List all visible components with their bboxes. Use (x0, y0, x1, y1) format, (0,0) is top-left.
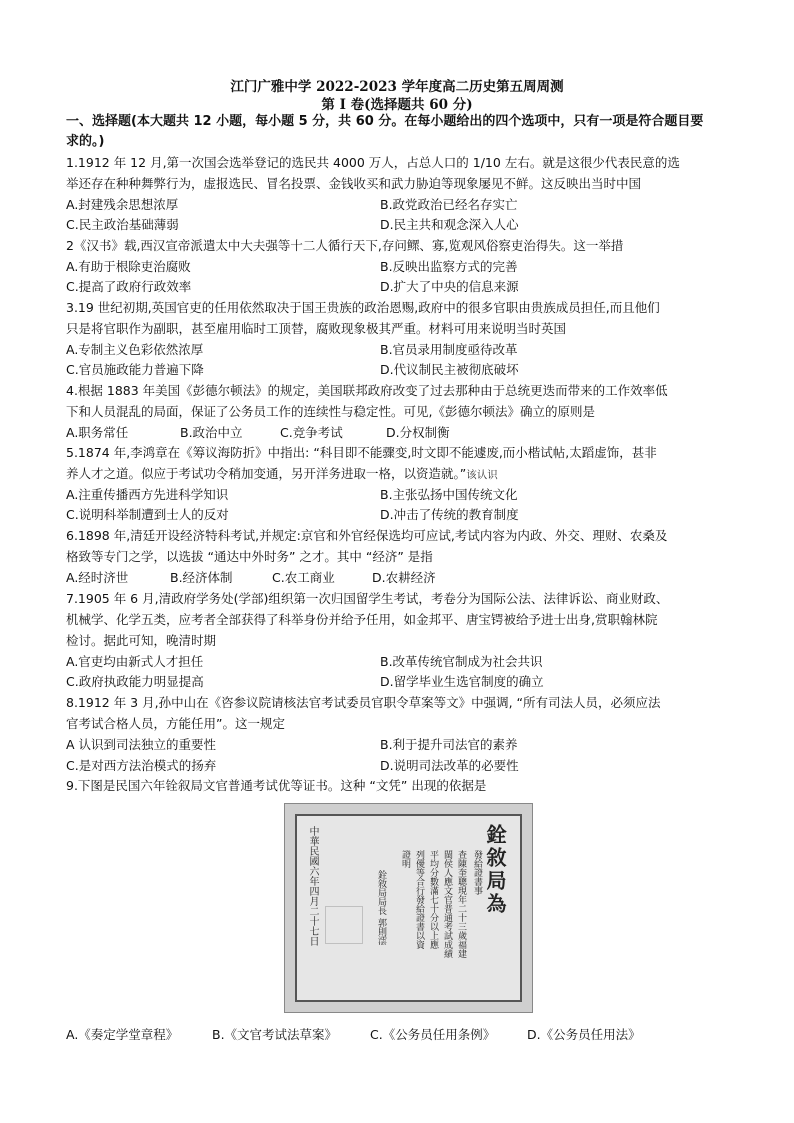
question-2-option-b: B.反映出监察方式的完善 (380, 259, 518, 274)
question-5-stem: 5.1874 年,李鸿章在《筹议海防折》中指出: “科目即不能骤变,时文即不能遽废,而小楷试帖,太蹈虚饰，甚非 (66, 445, 657, 460)
certificate-heading: 銓敘局為 (483, 824, 507, 916)
question-3-stem: 3.19 世纪初期,英国官吏的任用依然取决于国王贵族的政治恩赐,政府中的很多官职由贵族成员担任,而且他们 (66, 300, 660, 315)
question-4-option-b: B.政治中立 (180, 425, 243, 440)
question-2-stem: 2《汉书》载,西汉宣帝派遣太中大夫强等十二人循行天下,存问鳏、寡,览观风俗察吏治得失。这一举措 (66, 238, 624, 253)
question-8-option-a: A 认识到司法独立的重要性 (66, 737, 217, 752)
certificate-frame (295, 814, 522, 1002)
question-5-option-a: A.注重传播西方先进科学知识 (66, 487, 229, 502)
section-heading-cont: 求的。) (66, 134, 105, 149)
question-8-option-b: B.利于提升司法官的素养 (380, 737, 518, 752)
question-5-option-c: C.说明科举制遭到士人的反对 (66, 507, 229, 522)
certificate-body: 查陳奎聰現年二十三歲福建 (456, 850, 466, 958)
question-2-option-d: D.扩大了中央的信息来源 (380, 279, 519, 294)
question-1-stem: 1.1912 年 12 月,第一次国会选举登记的选民共 4000 万人，占总人口的 1/10 左右。就是这很少代表民意的选 (66, 155, 680, 170)
question-8-stem: 8.1912 年 3 月,孙中山在《咨参议院请核法官考试委员官职令草案等文》中强调, “所有司法人员，必须应法 (66, 695, 661, 710)
certificate-date: 中華民國六年四月二十七日 (307, 826, 318, 946)
question-1-option-d: D.民主共和观念深入人心 (380, 217, 519, 232)
question-7-stem: 机械学、化学五类，应考者全部获得了科举身份并给予任用，如金邦平、唐宝锷被给予进士出身,赏职翰林院 (66, 612, 658, 627)
exam-title: 江门广雅中学 2022-2023 学年度高二历史第五周周测 (230, 79, 564, 95)
question-6-option-b: B.经济体制 (170, 570, 233, 585)
question-5-stem-text: 养人才之道。似应于考试功令稍加变通，另开洋务进取一格，以资造就。” (66, 466, 467, 481)
question-8-option-d: D.说明司法改革的必要性 (380, 758, 519, 773)
exam-subtitle: 第 I 卷(选择题共 60 分) (321, 97, 473, 113)
question-1-option-b: B.政党政治已经名存实亡 (380, 197, 518, 212)
certificate-subheading: 發給證書事 (472, 850, 482, 895)
certificate-image (284, 803, 533, 1013)
question-8-stem: 官考试合格人员，方能任用”。这一规定 (66, 716, 285, 731)
question-4-option-a: A.职务常任 (66, 425, 129, 440)
question-1-option-a: A.封建残余思想浓厚 (66, 197, 179, 212)
question-6-stem: 格致等专门之学，以选拔 “通达中外时务” 之才。其中 “经济” 是指 (66, 549, 433, 564)
question-6-option-a: A.经时济世 (66, 570, 129, 585)
certificate-signature: 銓敘局局長 郭則澐 (376, 870, 386, 945)
certificate-body: 列優等合行發給證書以資 (414, 850, 424, 949)
question-1-stem: 举还存在种种舞弊行为，虚报选民、冒名投票、金钱收买和武力胁迫等现象屡见不鲜。这反映出当时中国 (66, 176, 642, 191)
question-6-stem: 6.1898 年,清廷开设经济特科考试,并规定:京官和外官经保选均可应试,考试内容为内政、外交、理财、农桑及 (66, 528, 668, 543)
question-7-option-c: C.政府执政能力明显提高 (66, 674, 204, 689)
question-5-option-d: D.冲击了传统的教育制度 (380, 507, 519, 522)
question-5-option-b: B.主张弘扬中国传统文化 (380, 487, 518, 502)
question-9-option-b: B.《文官考试法草案》 (212, 1027, 338, 1042)
question-3-option-b: B.官员录用制度亟待改革 (380, 342, 518, 357)
question-7-option-d: D.留学毕业生选官制度的确立 (380, 674, 544, 689)
question-3-option-d: D.代议制民主被彻底破坏 (380, 362, 519, 377)
question-6-option-d: D.农耕经济 (372, 570, 436, 585)
question-4-option-d: D.分权制衡 (386, 425, 450, 440)
question-1-option-c: C.民主政治基础薄弱 (66, 217, 179, 232)
certificate-body: 證明 (400, 850, 410, 868)
question-7-option-b: B.改革传统官制成为社会共识 (380, 654, 543, 669)
question-5-stem-last (66, 463, 728, 487)
question-9-option-d: D.《公务员任用法》 (527, 1027, 641, 1042)
certificate-body: 平均分數滿七十分以上應 (428, 850, 438, 949)
question-6-option-c: C.农工商业 (272, 570, 335, 585)
question-2-option-c: C.提高了政府行政效率 (66, 279, 192, 294)
question-4-stem: 4.根据 1883 年美国《彭德尔顿法》的规定，美国联邦政府改变了过去那种由于总统更迭而带来的工作效率低 (66, 383, 668, 398)
question-9-option-c: C.《公务员任用条例》 (370, 1027, 496, 1042)
question-2-option-a: A.有助于根除吏治腐败 (66, 259, 191, 274)
question-5-note: 该认识 (466, 469, 498, 481)
certificate-body: 閩侯人應文官普通考試成績 (442, 850, 452, 958)
question-4-option-c: C.竞争考试 (280, 425, 343, 440)
question-7-option-a: A.官吏均由新式人才担任 (66, 654, 204, 669)
question-3-option-c: C.官员施政能力普遍下降 (66, 362, 204, 377)
certificate-seal (325, 906, 363, 944)
question-4-stem: 下和人员混乱的局面，保证了公务员工作的连续性与稳定性。可见,《彭德尔顿法》确立的原则是 (66, 404, 595, 419)
question-3-stem: 只是将官职作为副职，甚至雇用临时工顶替，腐败现象极其严重。材料可用来说明当时英国 (66, 321, 567, 336)
question-7-stem: 检讨。据此可知，晚清时期 (66, 633, 217, 648)
question-7-stem: 7.1905 年 6 月,清政府学务处(学部)组织第一次归国留学生考试，考卷分为国际公法、法律诉讼、商业财政、 (66, 591, 669, 606)
question-3-option-a: A.专制主义色彩依然浓厚 (66, 342, 204, 357)
question-8-option-c: C.是对西方法治模式的扬弃 (66, 758, 217, 773)
question-9-option-a: A.《奏定学堂章程》 (66, 1027, 179, 1042)
question-9-stem: 9.下图是民国六年铨叙局文官普通考试优等证书。这种 “文凭” 出现的依据是 (66, 778, 487, 793)
section-heading: 一、选择题(本大题共 12 小题，每小题 5 分，共 60 分。在每小题给出的四个选项中，只有一项是符合题目要 (66, 114, 704, 129)
